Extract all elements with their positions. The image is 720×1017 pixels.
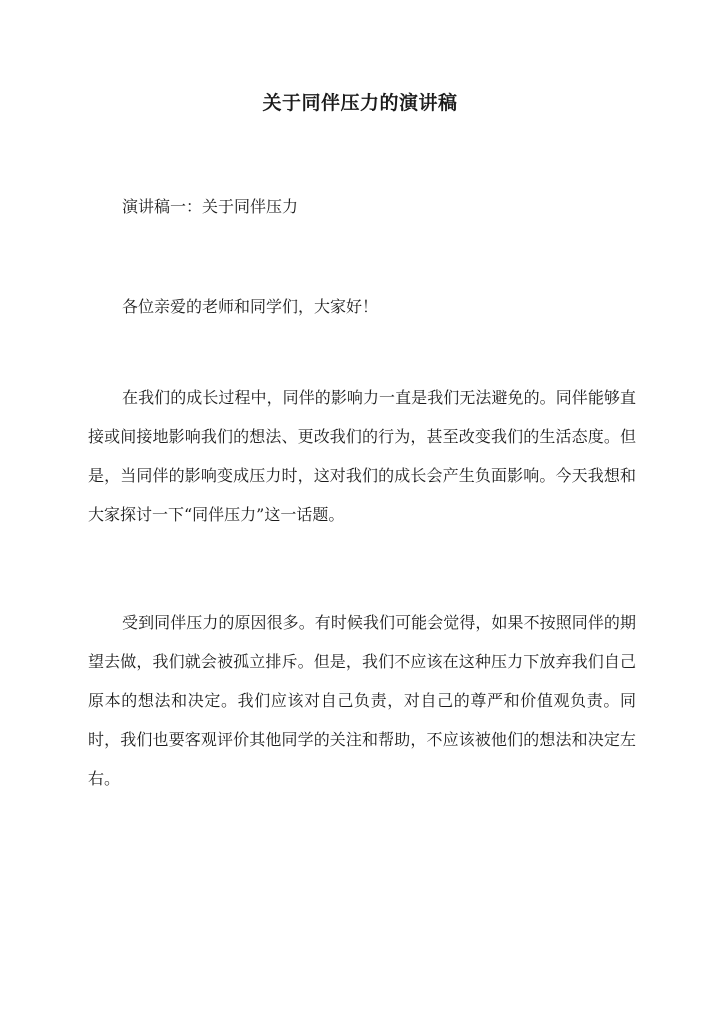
body-paragraph-1: 在我们的成长过程中，同伴的影响力一直是我们无法避免的。同伴能够直接或间接地影响我们的想法、更改我们的行为，甚至改变我们的生活态度。但是，当同伴的影响变成压力时，这对我们的成长会产生负面影响。今天我想和大家探讨一下“同伴压力”这一话题。	[88, 388, 636, 524]
body-paragraph-2: 受到同伴压力的原因很多。有时候我们可能会觉得，如果不按照同伴的期望去做，我们就会被孤立排斥。但是，我们不应该在这种压力下放弃我们自己原本的想法和决定。我们应该对自己负责，对自己的尊严和价值观负责。同时，我们也要客观评价其他同学的关注和帮助，不应该被他们的想法和决定左右。	[88, 613, 636, 788]
page-title: 关于同伴压力的演讲稿	[262, 92, 458, 114]
speech-subtitle: 演讲稿一：关于同伴压力	[122, 197, 299, 216]
greeting-paragraph: 各位亲爱的老师和同学们，大家好！	[122, 297, 379, 316]
